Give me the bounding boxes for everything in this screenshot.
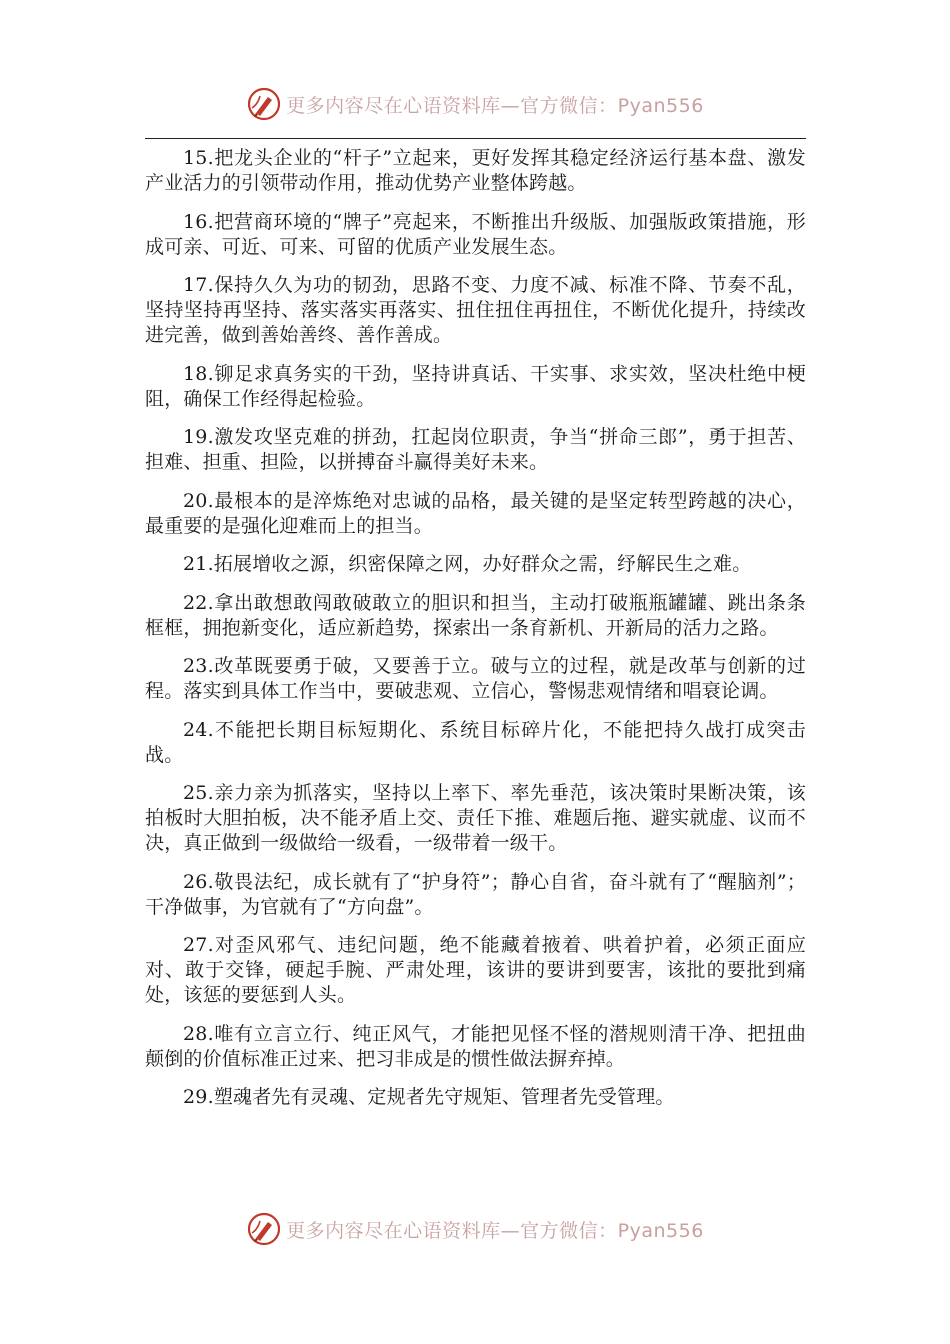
list-item: 19.激发攻坚克难的拼劲，扛起岗位职责，争当“拼命三郎”，勇于担苦、担难、担重、担险，以拼搏奋斗赢得美好未来。 bbox=[145, 426, 806, 473]
list-item: 24.不能把长期目标短期化、系统目标碎片化，不能把持久战打成突击战。 bbox=[145, 718, 806, 766]
list-item: 26.敬畏法纪，成长就有了“护身符”；静心自省，奋斗就有了“醒脑剂”；干净做事，为官就有了“方向盘”。 bbox=[145, 870, 806, 918]
list-item: 22.拿出敢想敢闯敢破敢立的胆识和担当，主动打破瓶瓶罐罐、跳出条条框框，拥抱新变化，适应新趋势，探索出一条育新机、开新局的活力之路。 bbox=[145, 591, 806, 639]
list-item: 21.拓展增收之源，织密保障之网，办好群众之需，纾解民生之难。 bbox=[183, 553, 752, 575]
list-item: 23.改革既要勇于破，又要善于立。破与立的过程，就是改革与创新的过程。落实到具体工作当中，要破悲观、立信心，警惕悲观情绪和唱衰论调。 bbox=[145, 655, 806, 702]
footer-banner-text: 更多内容尽在心语资料库—官方微信：Pyan556 bbox=[286, 1219, 704, 1242]
document-body bbox=[145, 146, 806, 1124]
list-item: 17.保持久久为功的韧劲，思路不变、力度不减、标准不降、节奏不乱，坚持坚持再坚持、落实落实再落实、扭住扭住再扭住，不断优化提升，持续改进完善，做到善始善终、善作善成。 bbox=[145, 274, 806, 346]
list-item: 18.铆足求真务实的干劲，坚持讲真话、干实事、求实效，坚决杜绝中梗阻，确保工作经得起检验。 bbox=[145, 362, 806, 410]
header-banner-text: 更多内容尽在心语资料库—官方微信：Pyan556 bbox=[286, 94, 704, 117]
list-item: 27.对歪风邪气、违纪问题，绝不能藏着掖着、哄着护着，必须正面应对、敢于交锋，硬起手腕、严肃处理，该讲的要讲到要害，该批的要批到痛处，该惩的要惩到人头。 bbox=[145, 934, 806, 1006]
list-item: 15.把龙头企业的“杆子”立起来，更好发挥其稳定经济运行基本盘、激发产业活力的引领带动作用，推动优势产业整体跨越。 bbox=[145, 147, 806, 194]
list-item: 16.把营商环境的“牌子”亮起来，不断推出升级版、加强版政策措施，形成可亲、可近、可来、可留的优质产业发展生态。 bbox=[145, 210, 806, 258]
footer-banner bbox=[0, 1207, 950, 1251]
list-item: 28.唯有立言立行、纯正风气，才能把见怪不怪的潜规则清干净、把扭曲颠倒的价值标准正过来、把习非成是的惯性做法摒弃掉。 bbox=[145, 1022, 806, 1070]
pen-logo-icon bbox=[246, 86, 282, 122]
header-banner bbox=[0, 82, 950, 126]
list-item: 20.最根本的是淬炼绝对忠诚的品格，最关键的是坚定转型跨越的决心，最重要的是强化迎难而上的担当。 bbox=[145, 489, 806, 537]
pen-logo-icon bbox=[246, 1211, 282, 1247]
header-divider bbox=[145, 138, 806, 139]
list-item: 25.亲力亲为抓落实，坚持以上率下、率先垂范，该决策时果断决策，该拍板时大胆拍板，决不能矛盾上交、责任下推、难题后拖、避实就虚、议而不决，真正做到一级做给一级看，一级带着一级干。 bbox=[145, 782, 806, 854]
list-item: 29.塑魂者先有灵魂、定规者先守规矩、管理者先受管理。 bbox=[183, 1086, 675, 1108]
